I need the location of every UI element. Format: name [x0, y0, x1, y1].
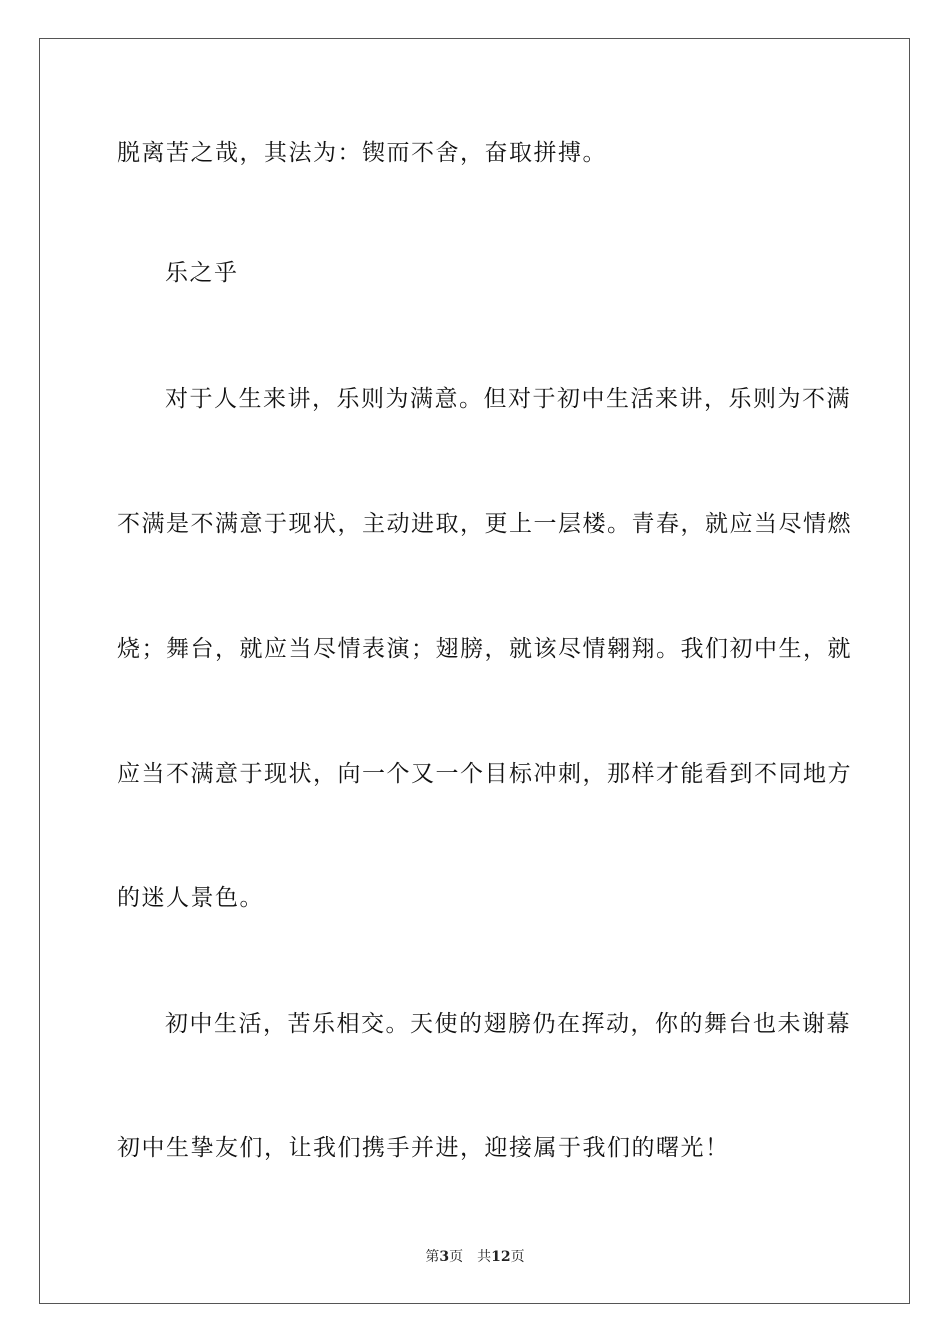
footer-page-suffix: 页	[449, 1249, 464, 1265]
text-line-9: 初中生挚友们，让我们携手并进，迎接属于我们的曙光！	[117, 1135, 730, 1161]
text-line-6: 应当不满意于现状，向一个又一个目标冲刺，那样才能看到不同地方	[117, 761, 852, 787]
section-heading: 乐之乎	[165, 260, 239, 286]
text-line-8: 初中生活，苦乐相交。天使的翅膀仍在挥动，你的舞台也未谢幕	[165, 1011, 851, 1037]
footer-total-pages: 12	[491, 1249, 511, 1265]
footer-page-prefix: 第	[425, 1249, 440, 1265]
footer-total-suffix: 页	[510, 1249, 525, 1265]
text-line-1: 脱离苦之哉，其法为：锲而不舍，奋取拼搏。	[117, 140, 607, 166]
text-line-4: 不满是不满意于现状，主动进取，更上一层楼。青春，就应当尽情燃	[117, 511, 852, 537]
text-line-7: 的迷人景色。	[117, 885, 264, 911]
footer-page-number: 3	[439, 1249, 450, 1265]
page-border	[39, 38, 910, 1304]
text-line-3: 对于人生来讲，乐则为满意。但对于初中生活来讲，乐则为不满	[165, 386, 851, 412]
page-footer	[0, 1247, 950, 1267]
footer-total-prefix: 共	[477, 1249, 492, 1265]
text-line-5: 烧；舞台，就应当尽情表演；翅膀，就该尽情翱翔。我们初中生，就	[117, 636, 852, 662]
